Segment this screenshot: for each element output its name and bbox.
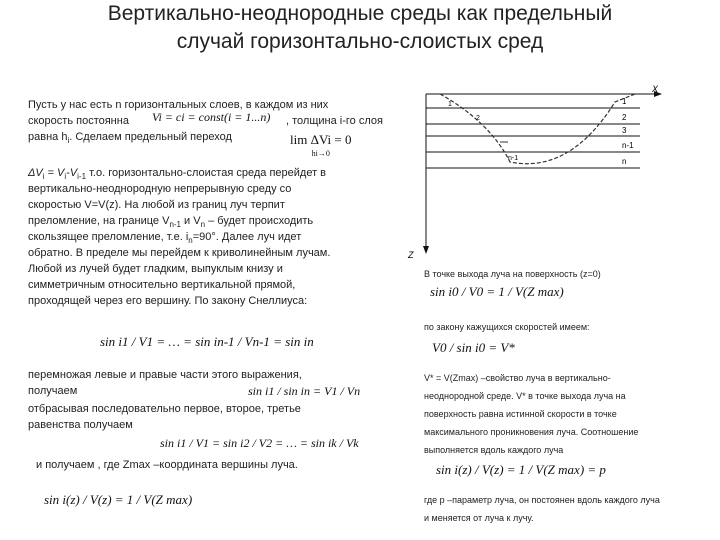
ray-label-1: 1 — [448, 101, 452, 108]
layer-label-3: 3 — [622, 126, 627, 135]
ray-label-2: 2 — [476, 115, 480, 122]
left-p3-line1: перемножая левые и правые части этого выражения, — [28, 369, 302, 381]
layer-label-n: n — [622, 157, 627, 166]
right-desc-line4: максимального проникновения луча. Соотношение — [424, 427, 639, 437]
right-desc-line5: выполняется вдоль каждого луча — [424, 445, 564, 455]
z-axis-arrow — [423, 246, 429, 254]
layer-label-1: 1 — [622, 97, 627, 106]
left-p1-line1: Пусть у нас есть n горизонтальных слоев, в каждом из них — [28, 99, 329, 111]
left-p2-line9: проходящей через его вершину. По закону Снеллиуса: — [28, 295, 308, 307]
z-axis-label: Z — [408, 250, 414, 260]
ray-curve — [440, 94, 635, 164]
slide-title-line2: случай горизонтально-слоистых сред — [176, 30, 544, 53]
formula-lim: lim ΔVi = 0 hi→0 — [290, 132, 352, 158]
right-exit-text: В точке выхода луча на поверхность (z=0) — [424, 269, 601, 279]
formula-vi: Vi = ci = const(i = 1...n) — [152, 110, 271, 124]
layer-label-2: 2 — [622, 113, 627, 122]
formula-mult: sin i1 / sin in = V1 / Vn — [248, 384, 361, 398]
left-p3-line5: и получаем , где Zmax –координата вершины луча. — [36, 459, 298, 471]
left-p1-line2: скорость постоянна — [28, 115, 129, 127]
left-p2-line8: симметричным относительно вертикальной прямой, — [28, 279, 296, 291]
formula-snell: sin i1 / V1 = … = sin in-1 / Vn-1 = sin in — [100, 334, 314, 349]
formula-param: sin i(z) / V(z) = 1 / V(Z max) = p — [436, 462, 606, 477]
left-p3-line2: получаем — [28, 385, 78, 397]
left-p2-line1: $\Delta V_i = V_i-V_{i-1}$ т.о. горизонтально-слоистая среда перейдет в — [28, 167, 327, 182]
right-desc-line1: V* = V(Zmax) –свойство луча в вертикально- — [424, 373, 611, 383]
right-desc-line3: поверхность равна истинной скорости в точке — [424, 409, 617, 419]
left-p2-line7: Любой из лучей будет гладким, выпуклым книзу и — [28, 263, 283, 275]
formula-step: sin i1 / V1 = sin i2 / V2 = … = sin ik / Vk — [160, 436, 359, 450]
left-p3-line3: отбрасывая последовательно первое, второе, третье — [28, 403, 301, 415]
left-p2-line4: преломление, на границе $V_{n-1}$ и $V_n$ – будет происходить — [28, 215, 314, 230]
x-axis-label: X — [652, 84, 659, 94]
right-desc-line2: неоднородной среде. V* в точке выхода луча на — [424, 391, 626, 401]
formula-vstar: V0 / sin i0 = V* — [432, 340, 515, 355]
left-p2-line3: скоростью V=V(z). На любой из границ луч терпит — [28, 199, 285, 211]
layered-media-diagram — [400, 82, 700, 264]
slide-title-line1: Вертикально-неоднородные среды как предельный — [107, 2, 613, 25]
right-param-line1: где p –параметр луча, он постоянен вдоль каждого луча — [424, 495, 660, 505]
slide-title — [0, 0, 720, 56]
left-p1-line2b: , толщина i-го слоя — [286, 115, 383, 127]
left-p2-line6: обратно. В пределе мы перейдем к криволинейным лучам. — [28, 247, 331, 259]
left-p1-line3: равна $h_i$. Сделаем предельный переход — [28, 131, 232, 146]
layer-label-n-1: n-1 — [622, 141, 634, 150]
left-p3-line4: равенства получаем — [28, 419, 133, 431]
left-p2-line2: вертикально-неоднородную непрерывную среду со — [28, 183, 292, 195]
formula-final-left: sin i(z) / V(z) = 1 / V(Z max) — [44, 492, 193, 507]
formula-exit: sin i0 / V0 = 1 / V(Z max) — [430, 284, 564, 299]
ray-label-n-1: n-1 — [508, 155, 519, 162]
right-apparent-text: по закону кажущихся скоростей имеем: — [424, 322, 590, 332]
left-p2-line5: скользящее преломление, т.е. $i_n=90^\circ$. Далее луч идет — [28, 231, 302, 246]
right-param-line2: и меняется от луча к лучу. — [424, 513, 534, 523]
